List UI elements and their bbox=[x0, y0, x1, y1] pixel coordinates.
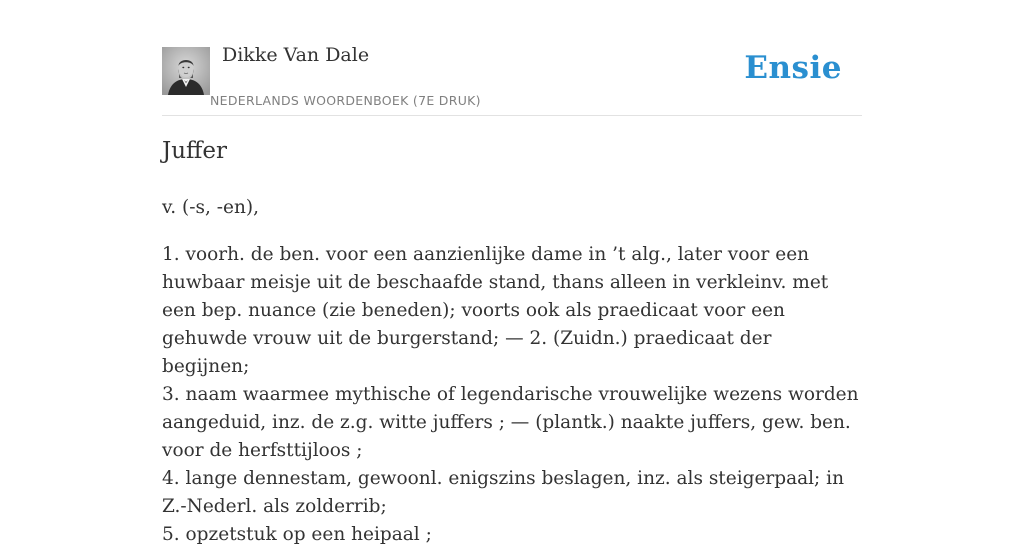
definition-line: 1. voorh. de ben. voor een aanzienlijke dame in ’t alg., later voor een huwbaar meisje uit de beschaafde stand, thans alleen in verkleinv. met een bep. nuance (zie beneden); voorts ook als praedicaat voor een gehuwde vrouw uit de burgerstand; — 2. (Zuidn.) praedicaat der begijnen; bbox=[162, 244, 829, 377]
author-name[interactable]: Dikke Van Dale bbox=[222, 44, 370, 66]
author-avatar[interactable] bbox=[162, 47, 210, 95]
entry-definition bbox=[162, 194, 862, 549]
entry-term: Juffer bbox=[162, 138, 227, 164]
grammar-info: v. (-s, -en), bbox=[162, 197, 259, 218]
definition-line: 3. naam waarmee mythische of legendarische vrouwelijke wezens worden aangeduid, inz. de z.g. witte juffers ; — (plantk.) naakte juffers, gew. ben. voor de herfsttijloos ; bbox=[162, 384, 859, 461]
definition-line: 4. lange dennestam, gewoonl. enigszins beslagen, inz. als steigerpaal; in Z.-Nederl. als zolderrib; bbox=[162, 468, 845, 517]
author-portrait-icon bbox=[162, 47, 210, 95]
header bbox=[162, 0, 862, 116]
book-title[interactable]: NEDERLANDS WOORDENBOEK (7E DRUK) bbox=[210, 93, 481, 108]
site-logo[interactable]: Ensie bbox=[744, 50, 842, 86]
definition-line: 5. opzetstuk op een heipaal ; bbox=[162, 524, 432, 545]
